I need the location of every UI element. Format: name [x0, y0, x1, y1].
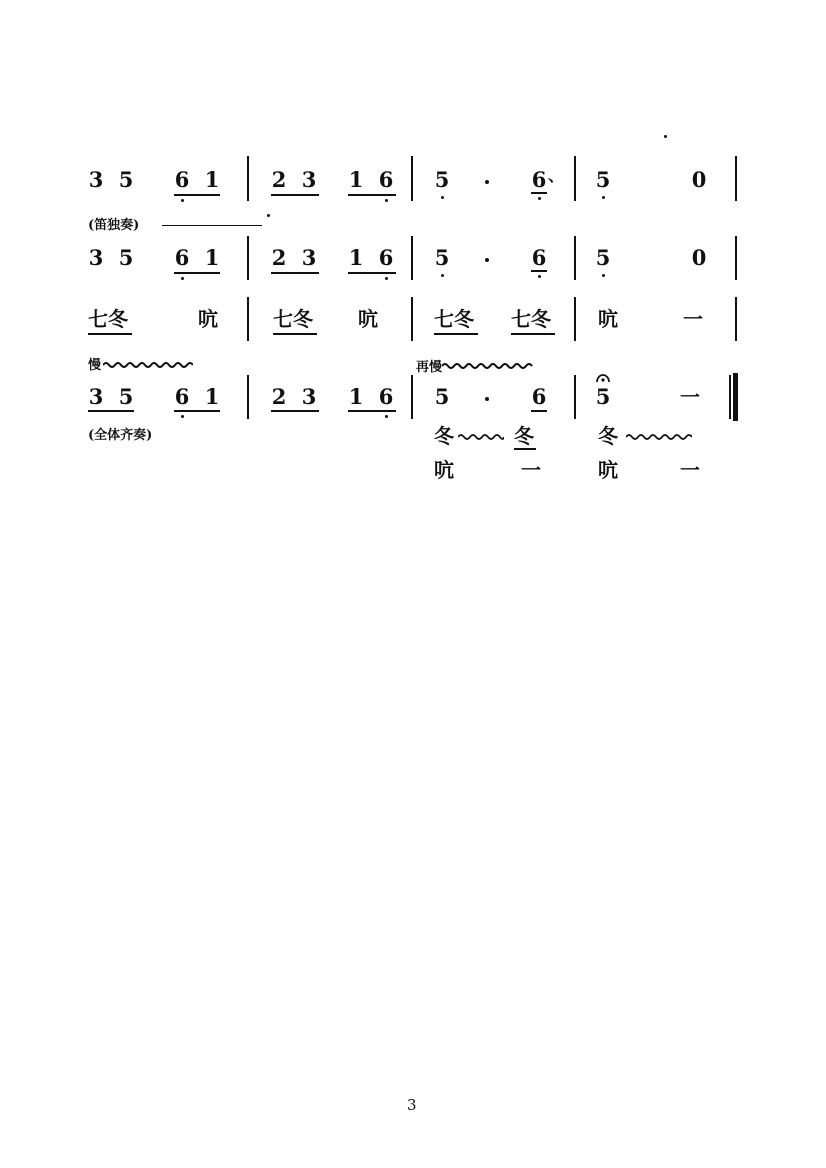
sustain-dash: 一	[683, 307, 703, 331]
ensemble-annotation: (全体齐奏)	[88, 428, 153, 443]
underline	[531, 270, 547, 272]
underline	[531, 192, 547, 194]
note: 6	[531, 245, 547, 270]
bar-line	[735, 236, 737, 280]
note: 1	[348, 384, 364, 409]
underline	[88, 410, 134, 412]
note: 5	[434, 245, 450, 270]
tremolo-wave	[458, 432, 504, 442]
bar-line	[735, 297, 737, 341]
percussion-syllable: 吭	[598, 307, 618, 331]
underline	[511, 333, 555, 335]
sustain-dash: 一	[680, 385, 700, 409]
percussion-syllable: 冬	[598, 424, 618, 448]
percussion-syllable: 七冬	[88, 307, 128, 331]
bar-line	[735, 156, 737, 201]
note: 0	[691, 167, 707, 192]
breath-mark: 、	[548, 166, 565, 185]
low-octave-dot	[385, 277, 388, 280]
note: 1	[204, 384, 220, 409]
bar-line	[247, 156, 249, 201]
note: 2	[271, 245, 287, 270]
note: 6	[378, 384, 394, 409]
note: 1	[348, 245, 364, 270]
note: 6	[531, 167, 547, 192]
bar-line	[411, 156, 413, 201]
low-octave-dot	[441, 274, 444, 277]
ritardando-wave	[442, 361, 534, 371]
bar-line	[411, 297, 413, 341]
percussion-syllable: 吭	[434, 458, 454, 482]
augmentation-dot	[485, 258, 489, 262]
sustain-dash: 一	[521, 458, 541, 482]
augmentation-dot	[485, 180, 489, 184]
low-octave-dot	[385, 415, 388, 418]
percussion-syllable: 七冬	[273, 307, 313, 331]
underline	[531, 410, 547, 412]
extension-line	[162, 225, 262, 226]
percussion-syllable: 七冬	[434, 307, 474, 331]
bar-line	[574, 236, 576, 280]
underline	[271, 272, 319, 274]
percussion-syllable: 吭	[598, 458, 618, 482]
underline	[271, 194, 319, 196]
note: 5	[434, 384, 450, 409]
note: 6	[174, 167, 190, 192]
note: 5	[118, 167, 134, 192]
note: 6	[531, 384, 547, 409]
note: 6	[378, 245, 394, 270]
tempo-marking: 再慢	[416, 360, 443, 375]
bar-line	[574, 375, 576, 419]
note: 5	[595, 384, 611, 409]
note: 3	[88, 245, 104, 270]
low-octave-dot	[602, 196, 605, 199]
ritardando-wave	[103, 360, 193, 370]
note: 3	[301, 167, 317, 192]
note: 0	[691, 245, 707, 270]
underline	[174, 194, 220, 196]
low-octave-dot	[385, 199, 388, 202]
note: 6	[174, 245, 190, 270]
bar-line	[574, 156, 576, 201]
note: 2	[271, 167, 287, 192]
bar-line	[247, 236, 249, 280]
note: 5	[595, 167, 611, 192]
note: 5	[118, 384, 134, 409]
low-octave-dot	[181, 199, 184, 202]
bar-line	[247, 297, 249, 341]
underline	[271, 410, 319, 412]
sustain-dash: 一	[680, 458, 700, 482]
low-octave-dot	[538, 197, 541, 200]
underline	[434, 333, 478, 335]
note: 3	[88, 167, 104, 192]
underline	[273, 333, 317, 335]
note: 6	[378, 167, 394, 192]
tremolo-wave	[626, 432, 692, 442]
low-octave-dot	[181, 277, 184, 280]
note: 5	[434, 167, 450, 192]
low-octave-dot	[602, 274, 605, 277]
underline	[174, 410, 220, 412]
note: 5	[595, 245, 611, 270]
bar-line	[247, 375, 249, 419]
underline	[348, 272, 396, 274]
note: 6	[174, 384, 190, 409]
note: 5	[118, 245, 134, 270]
fermata-icon	[595, 372, 611, 384]
underline	[174, 272, 220, 274]
augmentation-dot	[485, 397, 489, 401]
note: 2	[271, 384, 287, 409]
note: 3	[301, 245, 317, 270]
percussion-syllable: 冬	[434, 424, 454, 448]
bar-line	[411, 236, 413, 280]
bar-line	[411, 375, 413, 419]
percussion-syllable: 吭	[198, 307, 218, 331]
instrument-annotation: (笛独奏)	[88, 218, 140, 233]
low-octave-dot	[181, 415, 184, 418]
stray-mark	[664, 135, 667, 138]
low-octave-dot	[538, 275, 541, 278]
underline	[88, 333, 132, 335]
extension-end-dot	[267, 214, 270, 217]
percussion-syllable: 吭	[358, 307, 378, 331]
percussion-syllable: 冬	[514, 424, 534, 448]
note: 3	[88, 384, 104, 409]
page-number: 3	[407, 1096, 417, 1114]
note: 1	[204, 167, 220, 192]
note: 3	[301, 384, 317, 409]
underline	[514, 448, 536, 450]
low-octave-dot	[441, 196, 444, 199]
final-bar-thick	[733, 373, 738, 421]
underline	[348, 194, 396, 196]
note: 1	[204, 245, 220, 270]
final-bar-thin	[729, 375, 731, 419]
note: 1	[348, 167, 364, 192]
underline	[348, 410, 396, 412]
tempo-marking: 慢	[88, 358, 102, 373]
bar-line	[574, 297, 576, 341]
percussion-syllable: 七冬	[511, 307, 551, 331]
